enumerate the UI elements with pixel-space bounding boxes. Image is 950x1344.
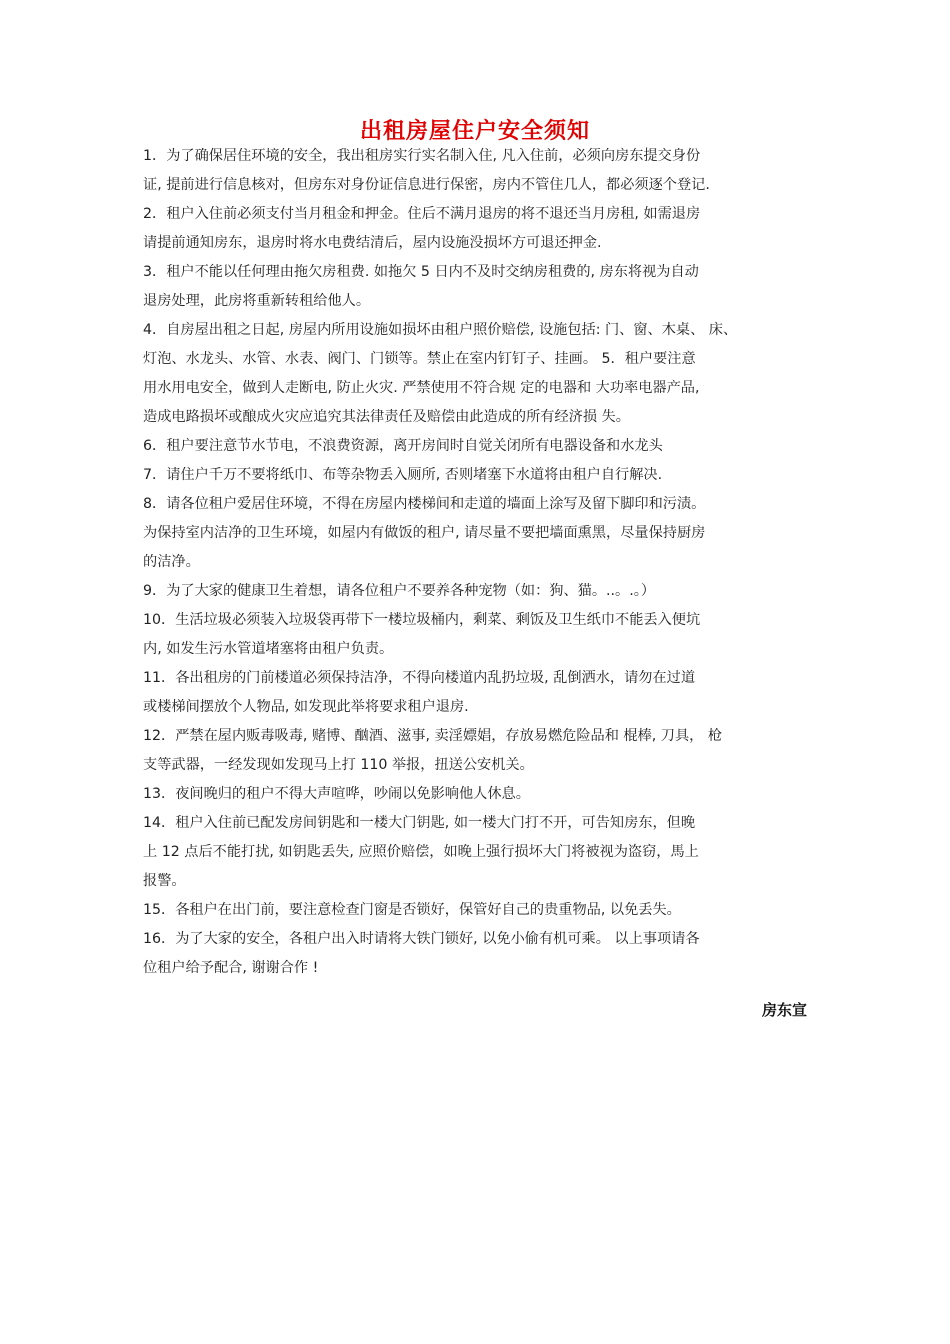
rule-line: 或楼梯间摆放个人物品, 如发现此举将要求租户退房.	[143, 699, 469, 715]
signature: 房东宣	[761, 1001, 807, 1019]
rule-line: 的洁净。	[143, 554, 200, 570]
rule-line: 9．为了大家的健康卫生着想，请各位租户不要养各种宠物（如：狗、猫。..。.。）	[143, 583, 656, 599]
rule-line: 2．租户入住前必须支付当月租金和押金。住后不满月退房的将不退还当月房租, 如需退房	[143, 206, 701, 222]
rule-line: 3．租户不能以任何理由拖欠房租费. 如拖欠 5 日内不及时交纳房租费的, 房东将视为自动	[143, 264, 699, 280]
rule-line: 8．请各位租户爱居住环境，不得在房屋内楼梯间和走道的墙面上涂写及留下脚印和污渍。	[143, 496, 706, 512]
rule-line: 4．自房屋出租之日起, 房屋内所用设施如损坏由租户照价赔偿, 设施包括: 门、窗、木桌、 床、	[143, 322, 738, 338]
rule-line: 支等武器，一经发现如发现马上打 110 举报，扭送公安机关。	[143, 757, 534, 773]
document-title: 出租房屋住户安全须知	[359, 119, 590, 144]
rule-line: 请提前通知房东，退房时将水电费结清后，屋内设施没损坏方可退还押金.	[143, 235, 602, 251]
rule-line: 内, 如发生污水管道堵塞将由租户负责。	[143, 641, 394, 657]
rule-line: 证, 提前进行信息核对，但房东对身份证信息进行保密，房内不管住几人，都必须逐个登记.	[143, 177, 710, 193]
rule-line: 灯泡、水龙头、水管、水表、阀门、门锁等。禁止在室内钉钉子、挂画。 5．租户要注意	[143, 351, 696, 367]
rule-line: 12．严禁在屋内贩毒吸毒, 赌博、酗酒、滋事, 卖淫嫖娼，存放易燃危险品和 棍棒, 刀具， 枪	[143, 728, 723, 744]
rule-line: 10．生活垃圾必须装入垃圾袋再带下一楼垃圾桶内，剩菜、剩饭及卫生纸巾不能丢入便坑	[143, 612, 701, 628]
rule-line: 位租户给予配合, 谢谢合作 !	[143, 960, 319, 976]
rule-line: 14．租户入住前已配发房间钥匙和一楼大门钥匙, 如一楼大门打不开，可告知房东，但晚	[143, 815, 696, 831]
rule-line: 16．为了大家的安全，各租户出入时请将大铁门锁好, 以免小偷有机可乘。 以上事项请各	[143, 931, 700, 947]
rule-line: 上 12 点后不能打扰, 如钥匙丢失, 应照价赔偿，如晚上强行损坏大门将被视为盗窃，馬上	[143, 844, 699, 860]
rule-line: 11．各出租房的门前楼道必须保持洁净，不得向楼道内乱扔垃圾, 乱倒洒水，请勿在过道	[143, 670, 696, 686]
rule-line: 7．请住户千万不要将纸巾、布等杂物丢入厕所, 否则堵塞下水道将由租户自行解决.	[143, 467, 663, 483]
rule-line: 退房处理，此房将重新转租给他人。	[143, 293, 371, 309]
document-body	[143, 146, 813, 987]
rule-line: 用水用电安全，做到人走断电, 防止火灾. 严禁使用不符合规 定的电器和 大功率电器产品,	[143, 380, 700, 396]
rule-line: 造成电路损坏或酿成火灾应追究其法律责任及赔偿由此造成的所有经济损 失。	[143, 409, 630, 425]
rule-line: 13．夜间晚归的租户不得大声喧哗，吵闹以免影响他人休息。	[143, 786, 530, 802]
rule-line: 报警。	[143, 873, 186, 889]
rule-line: 1．为了确保居住环境的安全，我出租房实行实名制入住, 凡入住前，必须向房东提交身份	[143, 148, 701, 164]
rule-line: 为保持室内洁净的卫生环境，如屋内有做饭的租户, 请尽量不要把墙面熏黑，尽量保持厨房	[143, 525, 706, 541]
rule-line: 6．租户要注意节水节电，不浪费资源，离开房间时自觉关闭所有电器设备和水龙头	[143, 438, 663, 454]
rule-line: 15．各租户在出门前，要注意检查门窗是否锁好，保管好自己的贵重物品, 以免丢失。	[143, 902, 681, 918]
